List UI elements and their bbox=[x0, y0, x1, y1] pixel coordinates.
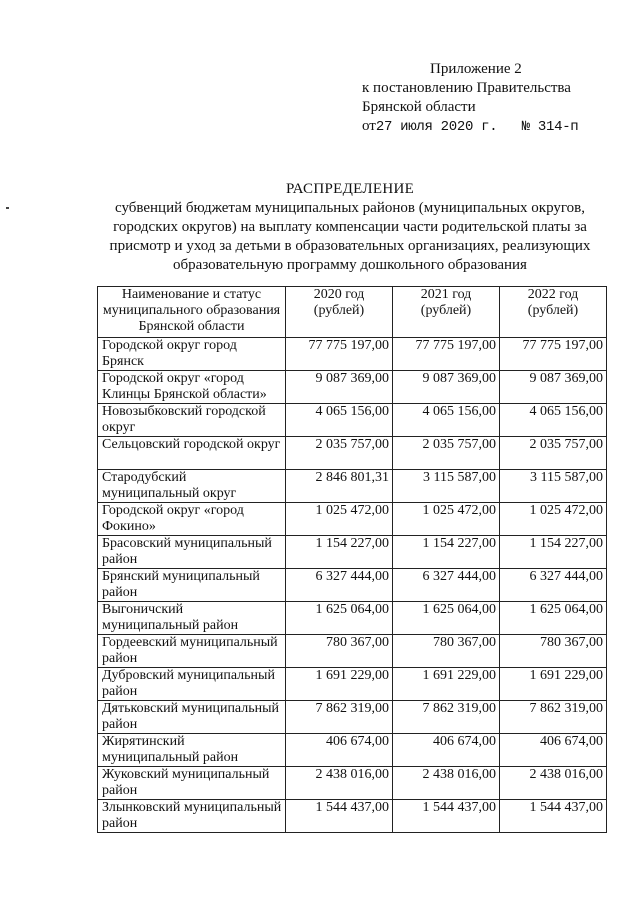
table-row bbox=[98, 635, 607, 668]
amount-2022: 1 025 472,00 bbox=[500, 503, 607, 536]
amount-2022: 1 691 229,00 bbox=[500, 668, 607, 701]
table-row bbox=[98, 569, 607, 602]
amount-2022: 1 625 064,00 bbox=[500, 602, 607, 635]
table-row bbox=[98, 470, 607, 503]
municipality-name: Злынковский муниципальный район bbox=[98, 800, 286, 833]
amount-2020: 2 846 801,31 bbox=[286, 470, 393, 503]
amount-2020: 406 674,00 bbox=[286, 734, 393, 767]
header-municipality: Наименование и статус муниципального образования Брянской области bbox=[98, 287, 286, 338]
appendix-number: Приложение 2 bbox=[430, 61, 522, 77]
amount-2022: 3 115 587,00 bbox=[500, 470, 607, 503]
date-prefix: от bbox=[362, 118, 376, 134]
amount-2022: 6 327 444,00 bbox=[500, 569, 607, 602]
header-2021: 2021 год (рублей) bbox=[393, 287, 500, 338]
table-row bbox=[98, 800, 607, 833]
table-row bbox=[98, 602, 607, 635]
amount-2020: 7 862 319,00 bbox=[286, 701, 393, 734]
amount-2021: 9 087 369,00 bbox=[393, 371, 500, 404]
amount-2020: 9 087 369,00 bbox=[286, 371, 393, 404]
amount-2021: 780 367,00 bbox=[393, 635, 500, 668]
municipality-name: Гордеевский муниципальный район bbox=[98, 635, 286, 668]
amount-2021: 1 025 472,00 bbox=[393, 503, 500, 536]
amount-2022: 406 674,00 bbox=[500, 734, 607, 767]
municipality-name: Жирятинский муниципальный район bbox=[98, 734, 286, 767]
municipality-name: Выгоничский муниципальный район bbox=[98, 602, 286, 635]
table-row bbox=[98, 767, 607, 800]
municipality-name: Дубровский муниципальный район bbox=[98, 668, 286, 701]
table-row bbox=[98, 371, 607, 404]
table-row bbox=[98, 404, 607, 437]
amount-2021: 1 691 229,00 bbox=[393, 668, 500, 701]
appendix-date-line bbox=[362, 117, 578, 137]
table-row bbox=[98, 701, 607, 734]
amount-2022: 9 087 369,00 bbox=[500, 371, 607, 404]
table-row bbox=[98, 338, 607, 371]
municipality-name: Жуковский муниципальный район bbox=[98, 767, 286, 800]
municipality-name: Дятьковский муниципальный район bbox=[98, 701, 286, 734]
amount-2021: 7 862 319,00 bbox=[393, 701, 500, 734]
amount-2022: 780 367,00 bbox=[500, 635, 607, 668]
amount-2020: 1 691 229,00 bbox=[286, 668, 393, 701]
amount-2020: 780 367,00 bbox=[286, 635, 393, 668]
distribution-table bbox=[97, 286, 607, 833]
appendix-block bbox=[362, 60, 578, 137]
municipality-name: Городской округ город Брянск bbox=[98, 338, 286, 371]
amount-2020: 6 327 444,00 bbox=[286, 569, 393, 602]
document-subtitle: субвенций бюджетам муниципальных районов (муниципальных округов, городских округов) на выплату компенсации части родительской платы за присмотр и уход за детьми в образовательных организациях, реализующих образовательную программу дошкольного образования bbox=[109, 200, 591, 273]
amount-2020: 2 035 757,00 bbox=[286, 437, 393, 470]
municipality-name: Стародубский муниципальный округ bbox=[98, 470, 286, 503]
amount-2020: 4 065 156,00 bbox=[286, 404, 393, 437]
document-title: РАСПРЕДЕЛЕНИЕ bbox=[285, 181, 415, 197]
amount-2020: 77 775 197,00 bbox=[286, 338, 393, 371]
amount-2021: 3 115 587,00 bbox=[393, 470, 500, 503]
table-row bbox=[98, 536, 607, 569]
amount-2021: 1 625 064,00 bbox=[393, 602, 500, 635]
header-2022: 2022 год (рублей) bbox=[500, 287, 607, 338]
amount-2021: 77 775 197,00 bbox=[393, 338, 500, 371]
municipality-name: Новозыбковский городской округ bbox=[98, 404, 286, 437]
amount-2021: 1 154 227,00 bbox=[393, 536, 500, 569]
decree-date: 27 июля 2020 г. bbox=[375, 119, 498, 135]
amount-2022: 4 065 156,00 bbox=[500, 404, 607, 437]
amount-2020: 1 544 437,00 bbox=[286, 800, 393, 833]
amount-2022: 77 775 197,00 bbox=[500, 338, 607, 371]
amount-2020: 1 154 227,00 bbox=[286, 536, 393, 569]
municipality-name: Брасовский муниципальный район bbox=[98, 536, 286, 569]
amount-2020: 2 438 016,00 bbox=[286, 767, 393, 800]
municipality-name: Городской округ «город Клинцы Брянской области» bbox=[98, 371, 286, 404]
scan-margin-mark bbox=[6, 207, 9, 209]
amount-2022: 7 862 319,00 bbox=[500, 701, 607, 734]
amount-2021: 2 035 757,00 bbox=[393, 437, 500, 470]
appendix-region-line: Брянской области bbox=[362, 99, 476, 115]
amount-2022: 2 438 016,00 bbox=[500, 767, 607, 800]
appendix-decree-line: к постановлению Правительства bbox=[362, 80, 571, 96]
municipality-name: Сельцовский городской округ bbox=[98, 437, 286, 470]
decree-number: № 314-п bbox=[521, 119, 579, 135]
amount-2021: 6 327 444,00 bbox=[393, 569, 500, 602]
table-row bbox=[98, 668, 607, 701]
amount-2021: 406 674,00 bbox=[393, 734, 500, 767]
table-row bbox=[98, 734, 607, 767]
table-row bbox=[98, 503, 607, 536]
municipality-name: Городской округ «город Фокино» bbox=[98, 503, 286, 536]
table-row bbox=[98, 437, 607, 470]
table-header-row bbox=[98, 287, 607, 338]
municipality-name: Брянский муниципальный район bbox=[98, 569, 286, 602]
amount-2022: 2 035 757,00 bbox=[500, 437, 607, 470]
amount-2021: 1 544 437,00 bbox=[393, 800, 500, 833]
amount-2021: 4 065 156,00 bbox=[393, 404, 500, 437]
amount-2022: 1 544 437,00 bbox=[500, 800, 607, 833]
amount-2021: 2 438 016,00 bbox=[393, 767, 500, 800]
header-2020: 2020 год (рублей) bbox=[286, 287, 393, 338]
amount-2020: 1 025 472,00 bbox=[286, 503, 393, 536]
amount-2020: 1 625 064,00 bbox=[286, 602, 393, 635]
amount-2022: 1 154 227,00 bbox=[500, 536, 607, 569]
